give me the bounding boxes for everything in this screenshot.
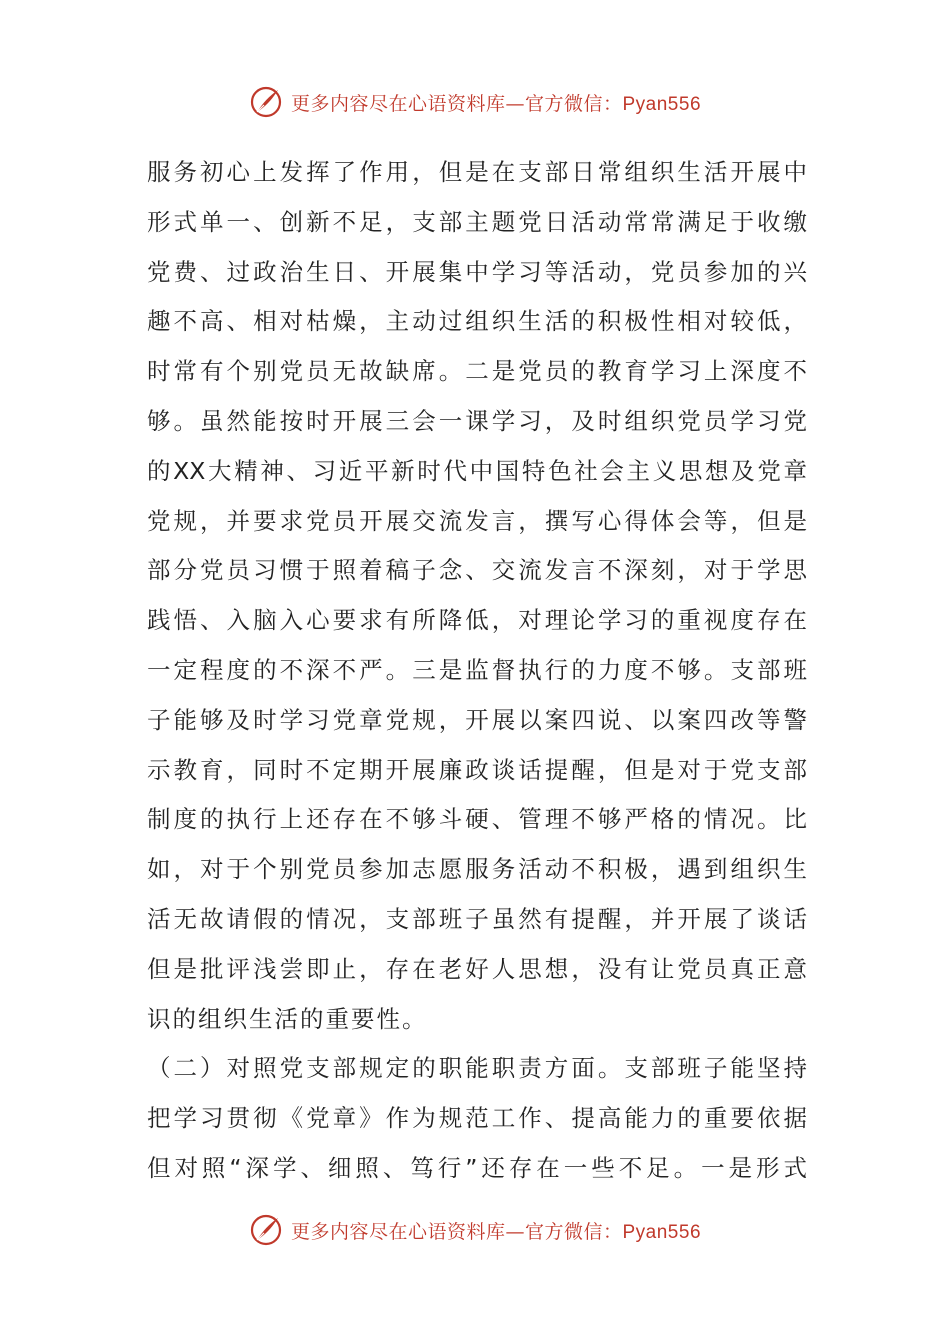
section-heading-line: （二）对照党支部规定的职能职责方面。支部班子能坚持 — [147, 1054, 807, 1083]
body-line: 够。虽然能按时开展三会一课学习，及时组织党员学习党 — [147, 406, 807, 435]
body-line: 但是批评浅尝即止，存在老好人思想，没有让党员真正意 — [147, 954, 807, 983]
body-line: 服务初心上发挥了作用，但是在支部日常组织生活开展中 — [147, 158, 807, 186]
body-line: 趣不高、相对枯燥，主动过组织生活的积极性相对较低， — [147, 307, 807, 336]
body-line: 制度的执行上还存在不够斗硬、管理不够严格的情况。比 — [147, 805, 807, 834]
footer-banner — [0, 1210, 950, 1250]
body-line: 党规，并要求党员开展交流发言，撰写心得体会等，但是 — [147, 506, 807, 535]
quill-logo-icon — [249, 1213, 283, 1247]
banner-text — [291, 1217, 701, 1244]
body-line: 示教育，同时不定期开展廉政谈话提醒，但是对于党支部 — [147, 755, 807, 784]
body-line: 如，对于个别党员参加志愿服务活动不积极，遇到组织生 — [147, 855, 807, 884]
body-line: 活无故请假的情况，支部班子虽然有提醒，并开展了谈话 — [147, 904, 807, 933]
banner-text-id: Pyan556 — [622, 1221, 702, 1243]
body-line: 但对照“深学、细照、笃行”还存在一些不足。一是形式 — [147, 1153, 807, 1182]
banner-text-cn: 更多内容尽在心语资料库—官方微信： — [290, 1220, 623, 1243]
body-line: 子能够及时学习党章党规，开展以案四说、以案四改等警 — [147, 705, 807, 734]
banner-text-id: Pyan556 — [622, 93, 702, 115]
banner-text — [291, 89, 701, 116]
body-line: 时常有个别党员无故缺席。二是党员的教育学习上深度不 — [147, 357, 807, 386]
body-line: 形式单一、创新不足，支部主题党日活动常常满足于收缴 — [147, 207, 807, 236]
header-banner — [0, 82, 950, 122]
document-body — [147, 148, 807, 1194]
body-line: 把学习贯彻《党章》作为规范工作、提高能力的重要依据 — [147, 1104, 807, 1133]
body-line: 部分党员习惯于照着稿子念、交流发言不深刻，对于学思 — [147, 556, 807, 585]
body-line: 识的组织生活的重要性。 — [147, 1004, 428, 1033]
body-line: 的XX大精神、习近平新时代中国特色社会主义思想及党章 — [147, 456, 807, 485]
body-line: 一定程度的不深不严。三是监督执行的力度不够。支部班 — [147, 655, 807, 684]
body-line: 践悟、入脑入心要求有所降低，对理论学习的重视度存在 — [147, 606, 807, 635]
quill-logo-icon — [249, 85, 283, 119]
body-line: 党费、过政治生日、开展集中学习等活动，党员参加的兴 — [147, 257, 807, 286]
banner-text-cn: 更多内容尽在心语资料库—官方微信： — [290, 92, 623, 115]
